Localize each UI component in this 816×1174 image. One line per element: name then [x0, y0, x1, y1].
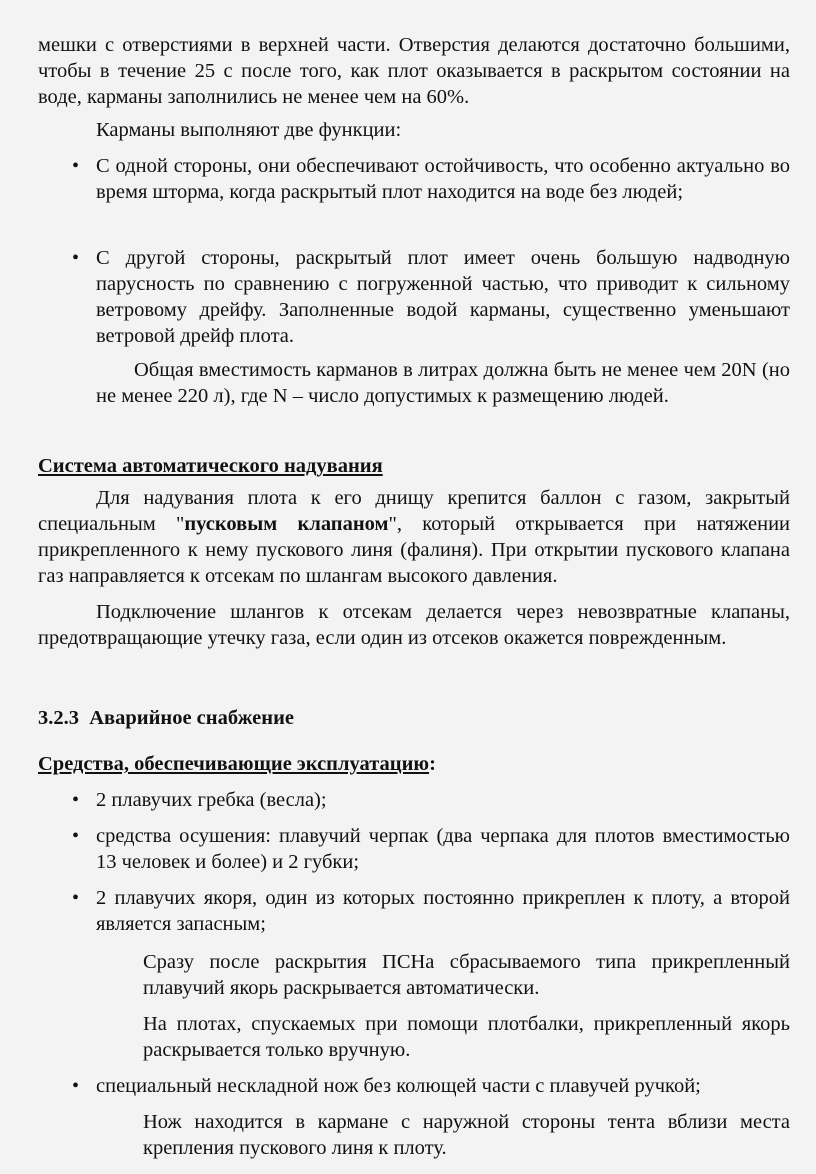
list-item: специальный нескладной нож без колющей части с плавучей ручкой;: [96, 1075, 701, 1097]
list-item: средства осушения: плавучий черпак (два черпака для плотов вместимостью 13 человек и более) и 2 губки;: [96, 825, 790, 873]
text: Для надувания плота к его днищу крепится баллон с газом, закрытый специальным ": [38, 487, 790, 535]
list-item: С одной стороны, они обеспечивают остойчивость, что особенно актуально во время шторма, когда раскрытый плот находится на воде без людей;: [96, 155, 790, 203]
list-item: 2 плавучих якоря, один из которых постоянно прикреплен к плоту, а второй является запасным;: [96, 887, 790, 935]
paragraph: [38, 485, 790, 589]
list-item: С другой стороны, раскрытый плот имеет очень большую надводную парусность по сравнению с погруженной частью, что приводит к сильному ветровому дрейфу. Заполненные водой карманы, существенно уменьшают ветровой дрейф плота.: [96, 247, 790, 347]
list-note: На плотах, спускаемых при помощи плотбалки, прикрепленный якорь раскрывается только вручную.: [143, 1013, 790, 1061]
section-heading: Система автоматического надувания: [38, 455, 383, 477]
paragraph: Подключение шлангов к отсекам делается через невозвратные клапаны, предотвращающие утечку газа, если один из отсеков окажется поврежденным.: [38, 601, 790, 649]
list-item: 2 плавучих гребка (весла);: [96, 789, 327, 811]
bullet-icon: •: [72, 789, 80, 811]
paragraph: Карманы выполняют две функции:: [96, 119, 402, 141]
section-number-heading: 3.2.3 Аварийное снабжение: [38, 707, 294, 729]
subsection-heading: [38, 751, 790, 777]
bold-term: пусковым клапаном: [184, 513, 389, 535]
bullet-icon: •: [72, 825, 80, 847]
paragraph: Общая вместимость карманов в литрах должна быть не менее чем 20N (но не менее 220 л), где N – число допустимых к размещению людей.: [96, 359, 790, 407]
heading-text: Средства, обеспечивающие эксплуатацию: [38, 753, 430, 775]
bullet-icon: •: [72, 247, 80, 269]
bullet-icon: •: [72, 1075, 80, 1097]
list-note: Нож находится в кармане с наружной стороны тента вблизи места крепления пускового линя к плоту.: [143, 1111, 790, 1159]
bullet-icon: •: [72, 887, 80, 909]
bullet-icon: •: [72, 155, 80, 177]
paragraph: мешки с отверстиями в верхней части. Отверстия делаются достаточно большими, чтобы в течение 25 с после того, как плот оказывается в раскрытом состоянии на воде, карманы заполнились не менее чем на 60%.: [38, 34, 790, 108]
colon: :: [429, 753, 436, 775]
text: ", который открывается при натяжении прикрепленного к нему пускового линя (фалиня). При открытии пускового клапана газ направляется к отсекам по шлангам высокого давления.: [38, 513, 791, 587]
list-note: Сразу после раскрытия ПСНа сбрасываемого типа прикрепленный плавучий якорь раскрывается автоматически.: [143, 951, 790, 999]
